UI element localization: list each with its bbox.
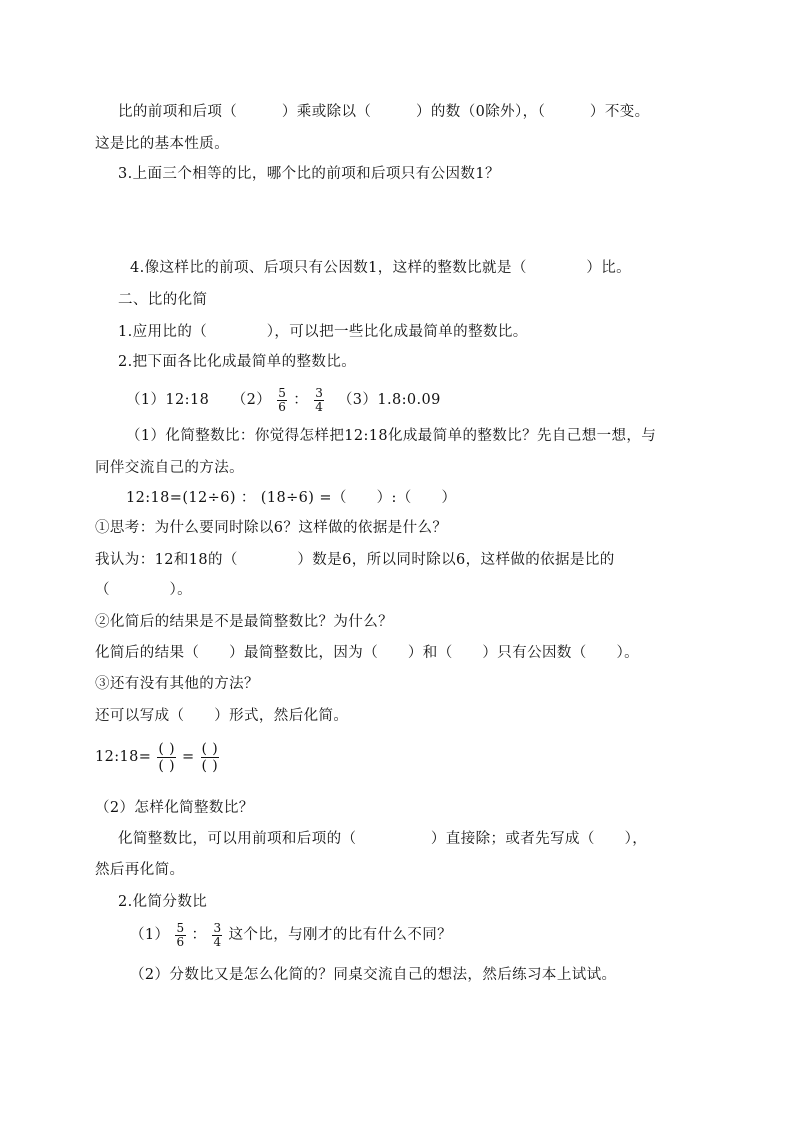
simplest-form-answer: 化简后的结果（ ）最简整数比，因为（ ）和（ ）只有公因数（ ）。	[95, 645, 640, 661]
blank-fraction-1: $\frac{( )}{( )}$	[158, 740, 175, 774]
ratio-colon: ：	[293, 392, 309, 408]
other-method-question: ③还有没有其他的方法？	[95, 676, 259, 692]
basic-property-conclusion: 这是比的基本性质。	[95, 136, 230, 152]
blank-fraction-2: $\frac{( )}{( )}$	[201, 740, 219, 774]
fraction-five-sixths-2: $\frac{5}{6}$	[176, 920, 185, 949]
fraction-three-quarters-2: $\frac{3}{4}$	[213, 920, 222, 949]
item-1-apply-property: 1.应用比的（ ），可以把一些比化成最简单的整数比。	[118, 324, 528, 340]
worked-division: 12:18=(12÷6) ： (18÷6) =（ ）:（ ）	[126, 490, 457, 506]
how-to-simplify-answer: 化简整数比，可以用前项和后项的（ ）直接除；或者先写成（ ），	[118, 831, 648, 847]
basic-property-sentence: 比的前项和后项（ ）乘或除以（ ）的数（0除外），（ ）不变。	[118, 104, 650, 120]
question-4: 4.像这样比的前项、后项只有公因数1，这样的整数比就是（ ）比。	[130, 260, 632, 276]
fraction-ratio-heading: 2.化简分数比	[118, 894, 208, 910]
how-to-simplify-answer-cont: 然后再化简。	[95, 862, 185, 878]
fraction-ratio-suffix: 这个比，与刚才的比有什么不同？	[228, 927, 452, 943]
integer-ratio-prompt-cont: 同伴交流自己的方法。	[95, 460, 244, 476]
my-reasoning: 我认为：12和18的（ ）数是6，所以同时除以6，这样做的依据是比的	[95, 552, 615, 568]
fraction-ratio-discussion: （2）分数比又是怎么化简的？同桌交流自己的想法，然后练习本上试试。	[130, 967, 617, 983]
fraction-form-equation	[95, 740, 220, 774]
my-reasoning-cont: （ ）。	[95, 582, 193, 598]
fraction-ratio-prefix: （1）	[130, 927, 170, 943]
how-to-simplify-heading: （2）怎样化简整数比？	[95, 800, 254, 816]
simplest-form-question: ②化简后的结果是不是最简整数比？为什么？	[95, 614, 393, 630]
think-question: ①思考：为什么要同时除以6？这样做的依据是什么？	[95, 520, 448, 536]
exercise-prefix: （1）12:18 （2）	[126, 392, 272, 408]
other-method-answer: 还可以写成（ ）形式，然后化简。	[95, 708, 349, 724]
equation-prefix: 12:18=	[95, 749, 152, 765]
question-3: 3.上面三个相等的比，哪个比的前项和后项只有公因数1？	[118, 166, 500, 182]
fraction-three-quarters: $\frac{3}{4}$	[315, 385, 324, 414]
exercise-list	[126, 386, 441, 414]
exercise-suffix: （3）1.8:0.09	[330, 392, 441, 408]
item-2-instruction: 2.把下面各比化成最简单的整数比。	[118, 354, 357, 370]
section-heading-simplify: 二、比的化简	[118, 292, 208, 308]
integer-ratio-prompt: （1）化简整数比：你觉得怎样把12:18化成最简单的整数比？先自己想一想，与	[126, 428, 657, 444]
ratio-colon-2: ：	[191, 927, 207, 943]
equation-equals: =	[181, 749, 195, 765]
fraction-five-sixths: $\frac{5}{6}$	[278, 385, 287, 414]
fraction-ratio-question	[130, 920, 452, 950]
